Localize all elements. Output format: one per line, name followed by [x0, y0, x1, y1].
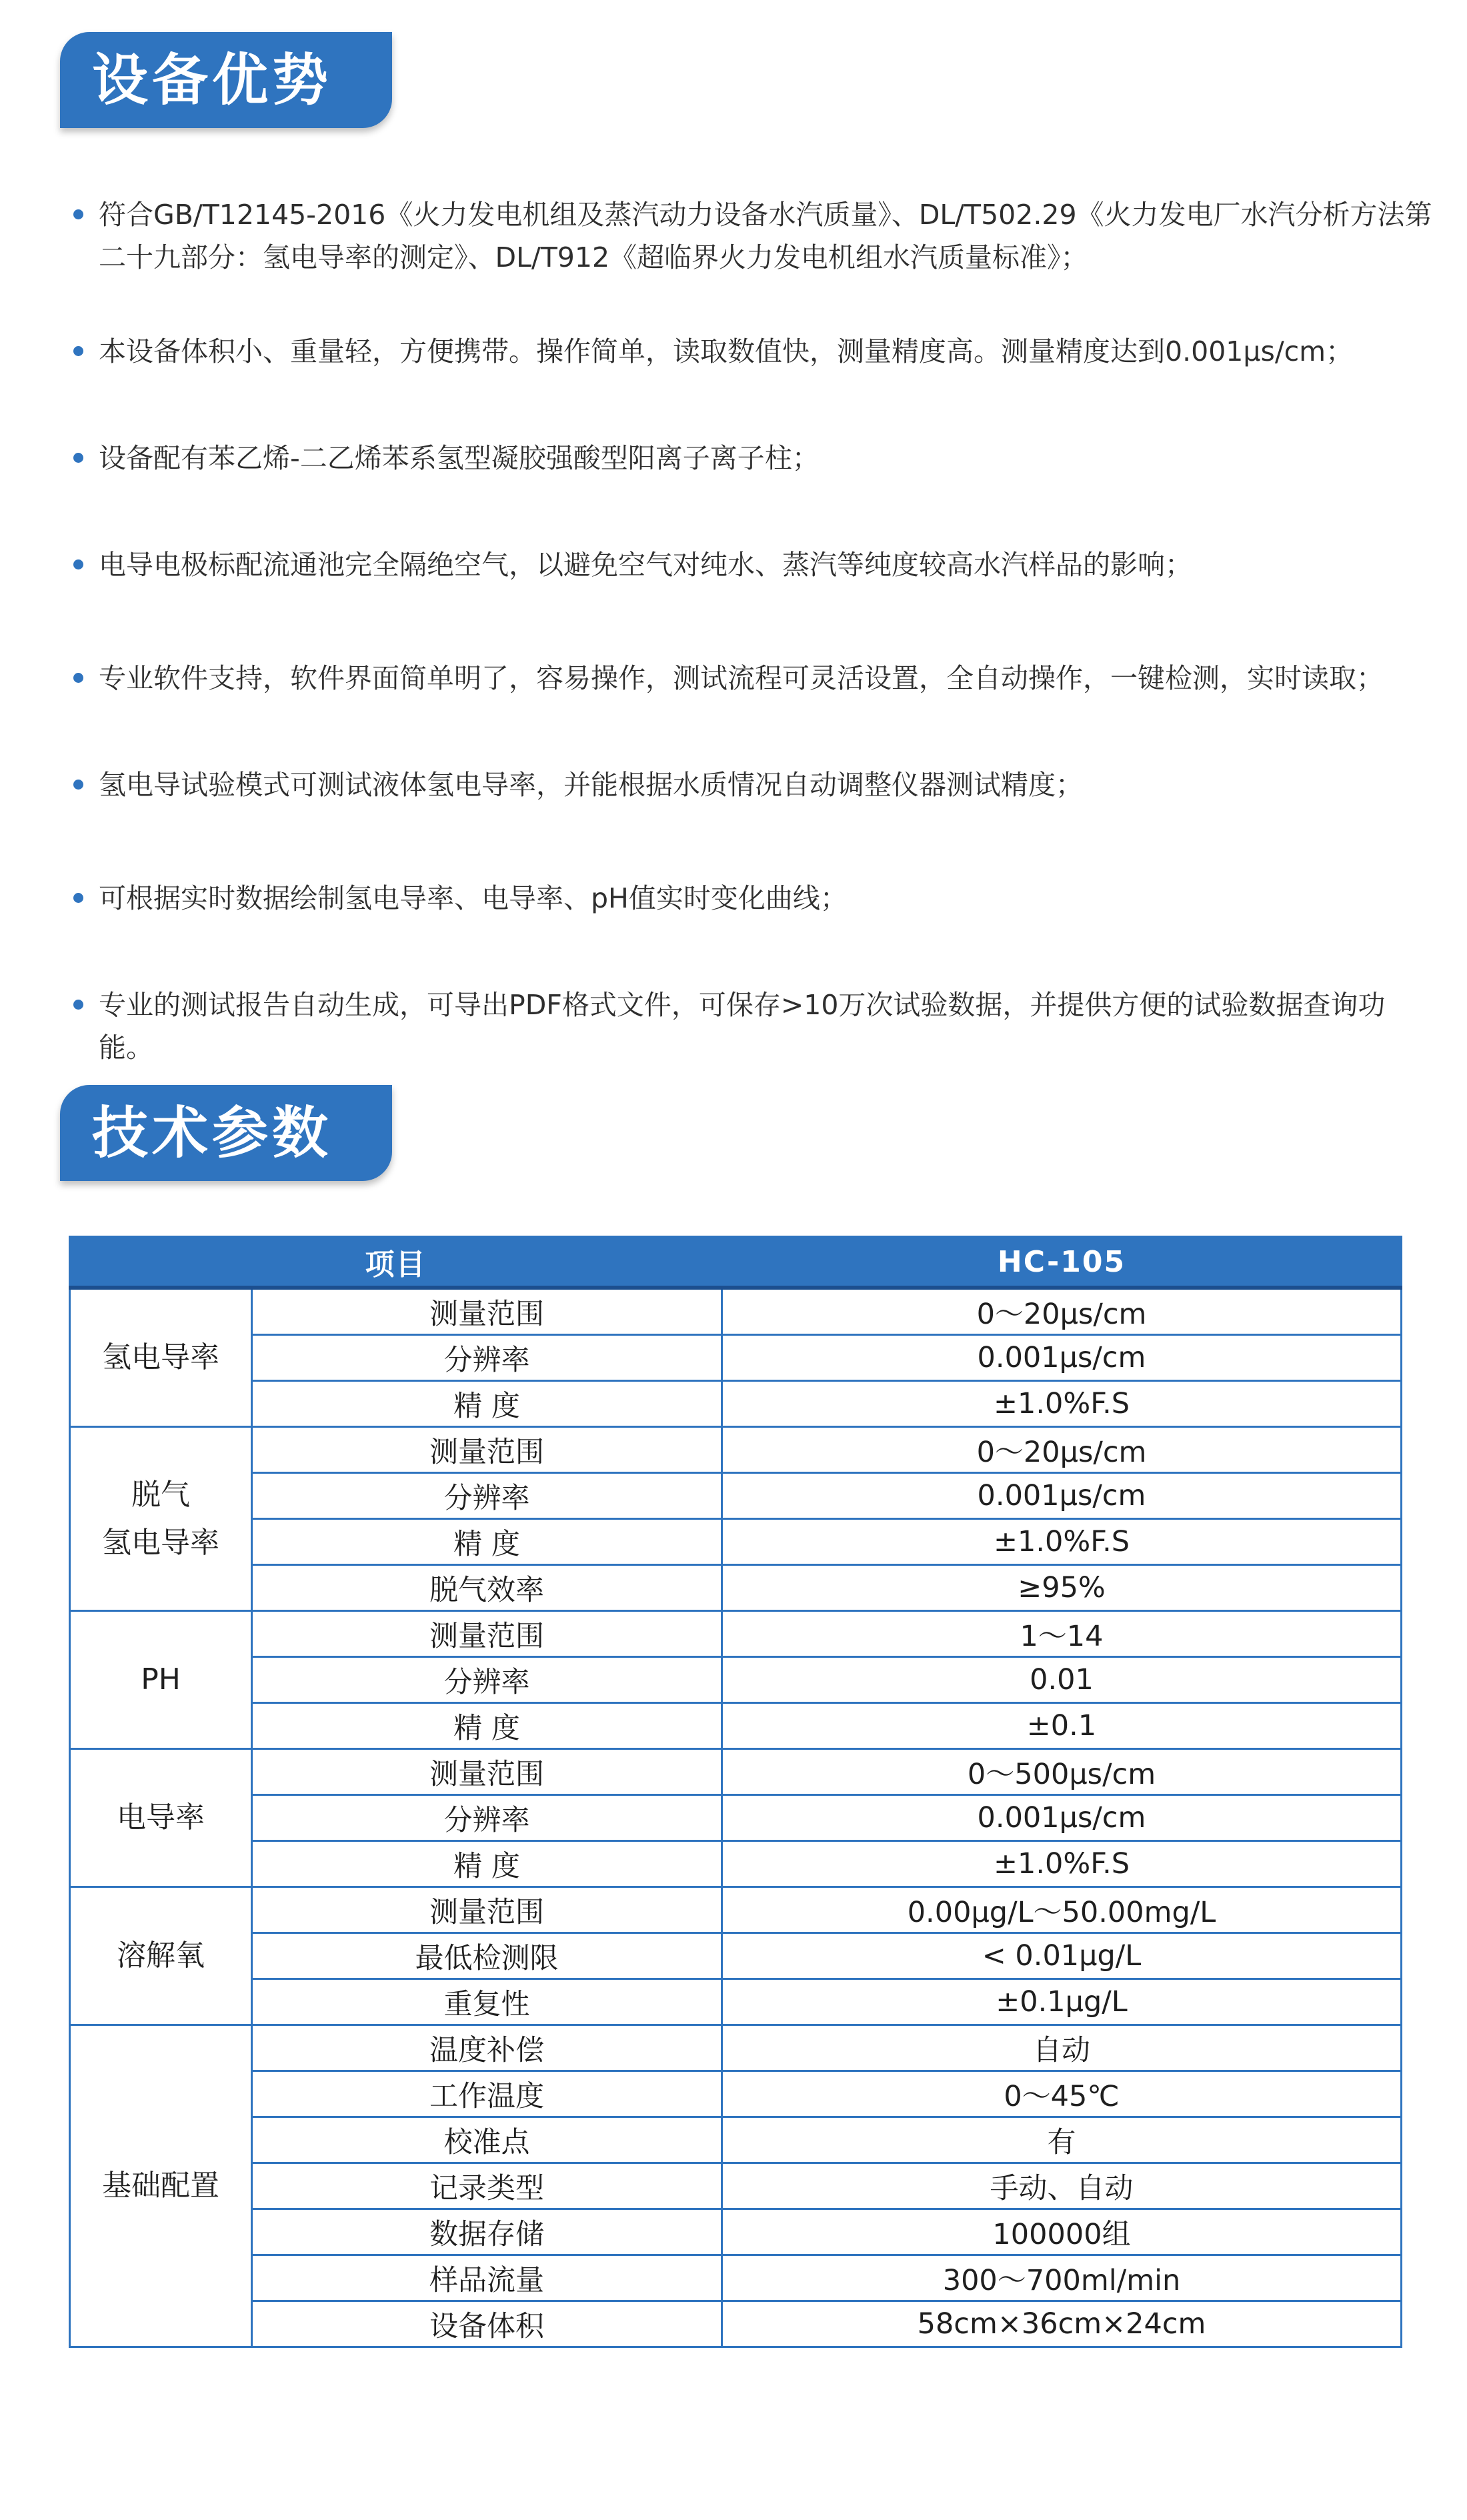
- table-row: [70, 2025, 1402, 2071]
- parameter-cell: 设备体积: [252, 2301, 722, 2347]
- parameter-cell: 校准点: [252, 2117, 722, 2163]
- parameter-cell: 记录类型: [252, 2163, 722, 2209]
- spec-table: [69, 1236, 1402, 2348]
- advantage-item: [73, 984, 1434, 1069]
- value-cell: 0.001μs/cm: [722, 1335, 1402, 1381]
- advantage-text: 专业软件支持，软件界面简单明了，容易操作，测试流程可灵活设置，全自动操作，一键检测，实时读取；: [99, 662, 1384, 694]
- section-title-specs: 技术参数: [60, 1085, 392, 1181]
- parameter-cell: 数据存储: [252, 2209, 722, 2255]
- value-cell: ±0.1: [722, 1703, 1402, 1749]
- spec-table-body: [70, 1288, 1402, 2347]
- advantage-text: 设备配有苯乙烯-二乙烯苯系氢型凝胶强酸型阳离子离子柱；: [99, 442, 820, 474]
- section-title-advantages: 设备优势: [60, 32, 392, 128]
- value-cell: ±0.1μg/L: [722, 1979, 1402, 2025]
- parameter-cell: 精 度: [252, 1381, 722, 1427]
- value-cell: ±1.0%F.S: [722, 1381, 1402, 1427]
- advantage-item: [73, 330, 1434, 373]
- advantage-item: [73, 193, 1434, 279]
- advantage-item: [73, 764, 1434, 806]
- group-name-cell: 电导率: [70, 1749, 252, 1887]
- value-cell: 0～500μs/cm: [722, 1749, 1402, 1795]
- group-name-cell: 溶解氧: [70, 1887, 252, 2025]
- parameter-cell: 精 度: [252, 1841, 722, 1887]
- parameter-cell: 测量范围: [252, 1288, 722, 1335]
- parameter-cell: 分辨率: [252, 1657, 722, 1703]
- value-cell: 0.001μs/cm: [722, 1795, 1402, 1841]
- parameter-cell: 精 度: [252, 1703, 722, 1749]
- table-row: [70, 1427, 1402, 1473]
- advantage-item: [73, 543, 1434, 586]
- value-cell: 0.001μs/cm: [722, 1473, 1402, 1519]
- value-cell: 0～20μs/cm: [722, 1288, 1402, 1335]
- value-cell: 100000组: [722, 2209, 1402, 2255]
- bullet-dot-icon: [73, 1000, 83, 1010]
- advantage-text: 专业的测试报告自动生成，可导出PDF格式文件，可保存>10万次试验数据，并提供方便的试验数据查询功能。: [99, 989, 1386, 1064]
- advantage-item: [73, 877, 1434, 920]
- table-row: [70, 2117, 1402, 2163]
- parameter-cell: 测量范围: [252, 1749, 722, 1795]
- value-cell: < 0.01μg/L: [722, 1933, 1402, 1979]
- advantage-item: [73, 657, 1434, 700]
- bullet-dot-icon: [73, 780, 83, 790]
- table-row: [70, 2163, 1402, 2209]
- table-row: [70, 1519, 1402, 1565]
- parameter-cell: 样品流量: [252, 2255, 722, 2301]
- table-row: [70, 1657, 1402, 1703]
- value-cell: ±1.0%F.S: [722, 1519, 1402, 1565]
- advantage-text: 电导电极标配流通池完全隔绝空气，以避免空气对纯水、蒸汽等纯度较高水汽样品的影响；: [99, 549, 1192, 581]
- table-row: [70, 1979, 1402, 2025]
- parameter-cell: 分辨率: [252, 1473, 722, 1519]
- value-cell: 手动、自动: [722, 2163, 1402, 2209]
- table-row: [70, 1703, 1402, 1749]
- table-row: [70, 1565, 1402, 1611]
- spec-table-header: [70, 1237, 1402, 1288]
- value-cell: 1～14: [722, 1611, 1402, 1657]
- table-row: [70, 1887, 1402, 1933]
- value-cell: 58cm×36cm×24cm: [722, 2301, 1402, 2347]
- group-name-cell: 脱气 氢电导率: [70, 1427, 252, 1611]
- parameter-cell: 测量范围: [252, 1427, 722, 1473]
- parameter-cell: 工作温度: [252, 2071, 722, 2117]
- table-row: [70, 2301, 1402, 2347]
- bullet-dot-icon: [73, 209, 83, 219]
- value-cell: 0.00μg/L～50.00mg/L: [722, 1887, 1402, 1933]
- value-cell: 300～700ml/min: [722, 2255, 1402, 2301]
- table-row: [70, 2255, 1402, 2301]
- group-name-cell: 基础配置: [70, 2025, 252, 2347]
- bullet-dot-icon: [73, 559, 83, 569]
- table-row: [70, 2209, 1402, 2255]
- table-row: [70, 1335, 1402, 1381]
- parameter-cell: 精 度: [252, 1519, 722, 1565]
- bullet-dot-icon: [73, 893, 83, 903]
- group-name-cell: PH: [70, 1611, 252, 1749]
- value-cell: 自动: [722, 2025, 1402, 2071]
- parameter-cell: 分辨率: [252, 1335, 722, 1381]
- header-item: 项目: [70, 1237, 722, 1288]
- table-row: [70, 1749, 1402, 1795]
- table-row: [70, 1611, 1402, 1657]
- parameter-cell: 温度补偿: [252, 2025, 722, 2071]
- value-cell: 0～20μs/cm: [722, 1427, 1402, 1473]
- advantage-text: 本设备体积小、重量轻，方便携带。操作简单，读取数值快，测量精度高。测量精度达到0.001μs/cm；: [99, 335, 1354, 367]
- group-name-cell: 氢电导率: [70, 1288, 252, 1427]
- header-model: HC-105: [722, 1237, 1402, 1288]
- parameter-cell: 测量范围: [252, 1887, 722, 1933]
- parameter-cell: 测量范围: [252, 1611, 722, 1657]
- parameter-cell: 分辨率: [252, 1795, 722, 1841]
- table-row: [70, 2071, 1402, 2117]
- table-row: [70, 1841, 1402, 1887]
- bullet-dot-icon: [73, 673, 83, 683]
- table-row: [70, 1381, 1402, 1427]
- parameter-cell: 脱气效率: [252, 1565, 722, 1611]
- bullet-dot-icon: [73, 346, 83, 356]
- advantage-item: [73, 437, 1434, 479]
- table-row: [70, 1288, 1402, 1335]
- value-cell: 有: [722, 2117, 1402, 2163]
- advantage-text: 符合GB/T12145-2016《火力发电机组及蒸汽动力设备水汽质量》、DL/T502.29《火力发电厂水汽分析方法第二十九部分：氢电导率的测定》、DL/T912《超临界火力发电机组水汽质量标准》；: [99, 199, 1432, 273]
- value-cell: 0～45℃: [722, 2071, 1402, 2117]
- parameter-cell: 最低检测限: [252, 1933, 722, 1979]
- bullet-dot-icon: [73, 453, 83, 463]
- table-row: [70, 1933, 1402, 1979]
- value-cell: ≥95%: [722, 1565, 1402, 1611]
- advantage-text: 可根据实时数据绘制氢电导率、电导率、pH值实时变化曲线；: [99, 882, 848, 914]
- parameter-cell: 重复性: [252, 1979, 722, 2025]
- advantage-text: 氢电导试验模式可测试液体氢电导率，并能根据水质情况自动调整仪器测试精度；: [99, 769, 1083, 801]
- table-row: [70, 1473, 1402, 1519]
- value-cell: 0.01: [722, 1657, 1402, 1703]
- table-row: [70, 1795, 1402, 1841]
- value-cell: ±1.0%F.S: [722, 1841, 1402, 1887]
